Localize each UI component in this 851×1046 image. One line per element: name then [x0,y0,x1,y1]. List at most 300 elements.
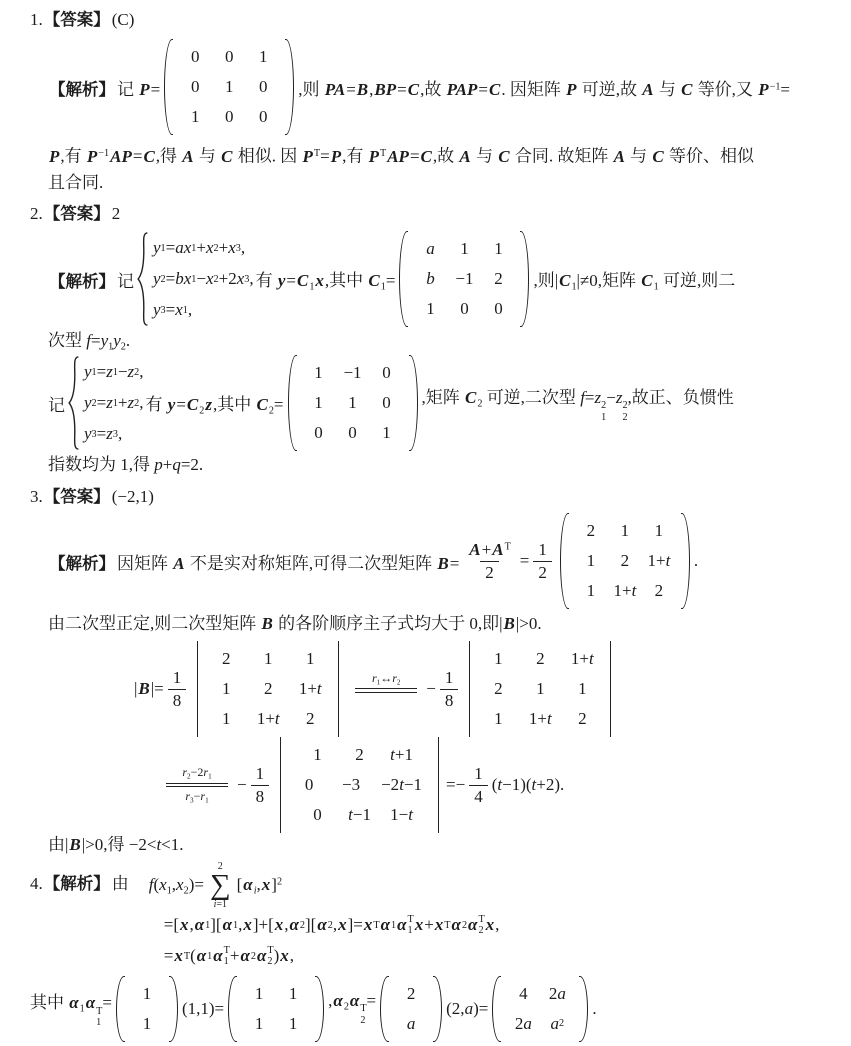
text-run: 2 [306,709,315,728]
text-run: x [175,300,183,319]
subscript: 1 [376,678,381,687]
text-run: AP [387,146,409,166]
text-run: ][ [210,915,222,935]
subscript: 1 [91,366,97,378]
bracket-label: 【答案】 [43,205,110,223]
text-run: 由 [111,874,129,893]
equals-minus [446,775,465,795]
text-run: , [328,990,333,1010]
text-run: 故 [424,79,446,99]
text-run: 则 [537,270,555,290]
subscript: 1 [166,885,172,897]
subscript: 2 [478,925,484,937]
matrix-cell [381,805,423,825]
text-run: 故正、负惯性 [631,387,734,407]
row-op-label-top [372,671,401,687]
text-run: t [399,775,404,794]
left-paren-icon [288,355,297,451]
text-run: z [594,387,602,407]
fraction-numerator: 1 [255,764,265,784]
matrix-cell [330,775,372,795]
left-paren-icon [399,231,408,327]
q3-answer-line [30,485,843,508]
text-run: , [256,875,261,895]
subscript: 1 [182,304,188,316]
fraction-numerator [463,539,516,560]
q2-line4 [48,453,843,476]
row-ops-equals [166,765,228,804]
text-run: α [243,875,253,895]
text-run: 0 [190,77,200,96]
matrix-cell [289,709,331,729]
text-run: 1 [348,393,357,412]
q4-line2 [164,910,500,941]
text-run: α [317,915,327,935]
q4-final-lead [30,988,112,1028]
text-run: AP [110,146,132,166]
bracket-label: 【解析】 [49,272,115,291]
text-run: 1. [30,10,43,29]
matrix-row [302,418,404,448]
q2-solution-row2 [48,355,843,451]
text-run: y [113,331,121,350]
q2-row2-mid [146,390,284,416]
text-run: 的各阶顺序主子式均大于 0,即 [273,614,500,633]
subscript: 2 [160,273,166,285]
text-run: r [392,670,397,685]
sigma-icon: ∑ [209,869,231,901]
text-run: 1 [314,393,323,412]
text-run: . [501,79,510,99]
sub-sup-stack [407,914,413,937]
matrix-row [506,1009,574,1039]
text-run: 1+ [528,709,548,728]
text-run: = [519,551,530,570]
text-run: t [408,805,413,824]
text-run: 0 [460,299,469,318]
text-run: 得 [160,146,182,166]
matrix-row [288,770,431,800]
text-run: ( [491,775,498,794]
text-run: 矩阵 [602,270,641,290]
fraction-denominator: 8 [251,785,270,807]
matrix-cell [302,363,336,383]
text-run: 有 [145,394,167,414]
q4-equation-column [149,862,500,972]
q1-line2 [48,142,843,165]
text-run: y [100,331,109,350]
subscript: 1 [191,242,197,254]
superscript: T [223,944,230,956]
text-run: 指数均为 1,得 [48,455,155,474]
text-run: 0 [190,47,200,66]
matrix-cell [413,269,447,289]
superscript: 2 [601,400,607,412]
text-run: x [280,946,289,966]
text-run: = [286,270,296,290]
text-run: PA [324,79,346,99]
text-run: 因矩阵 [117,553,173,573]
matrix-cell [246,47,280,67]
text-run: , [627,387,632,407]
text-run: + [117,393,128,412]
text-run: f [148,875,154,895]
subscript: 1 [601,411,607,423]
text-run: (C) [111,10,135,29]
text-run: A [173,553,185,573]
text-run: , [332,915,338,935]
text-run: α [380,915,390,935]
text-run: α [256,946,267,966]
right-paren-icon [681,513,690,609]
text-run: 2 [586,521,596,540]
text-run: <1. [161,835,184,854]
text-run: = [449,553,460,573]
subscript: 2 [183,885,189,897]
text-run: +2). [536,775,565,794]
text-run: 0 [382,393,391,412]
subscript: 1 [79,1003,85,1015]
text-run: x [228,238,236,257]
text-run: 0 [348,423,357,442]
matrix-cell [246,77,280,97]
text-run: , [240,238,246,257]
matrix-cell [413,239,447,259]
text-run: 其中 [30,993,69,1013]
text-run: , [324,270,330,290]
text-run: , [139,393,144,412]
matrix-C2 [288,355,418,451]
text-run: B [138,679,150,698]
bracket-label: 【解析】 [43,875,110,893]
text-run: 2 [494,679,503,698]
subscript: 2 [134,397,140,409]
subscript: 3 [160,304,166,316]
subscript: 3 [91,428,97,440]
superscript: 2 [622,400,628,412]
text-run: 0 [313,805,322,824]
matrix-cell [178,47,212,67]
text-run: p [154,455,163,474]
text-run: t [589,649,594,668]
text-run: B [503,614,515,633]
text-run: 可逆,故 [577,79,642,99]
text-run: 1 [254,1013,264,1033]
text-run: + [424,915,434,935]
q3-line2 [48,612,843,635]
text-run: t [531,775,537,794]
text-run: y [84,424,92,443]
matrix-cell [289,679,331,699]
text-run: y [153,269,161,288]
text-run: 与 [625,146,652,166]
text-run: x [363,915,373,935]
question-3 [30,485,843,856]
matrix-cell [394,1014,428,1034]
matrix-cell [288,775,330,795]
text-run: 0 [494,299,503,318]
subscript: 1 [380,281,386,293]
subscript: 2 [343,1001,349,1013]
text-run: r [371,670,377,685]
matrix-row [302,358,404,388]
text-run: = [397,79,407,99]
text-run: , [421,387,426,407]
matrix-cell [413,299,447,319]
text-run: α [85,993,96,1013]
matrix-cell [242,984,276,1004]
text-run: C [681,79,693,99]
text-run: C [489,79,501,99]
text-run: C [641,270,653,290]
matrix-cell [477,679,519,699]
subscript: 1 [223,956,229,968]
text-run: C [186,394,199,414]
text-run: t [547,709,552,728]
text-run: , [212,394,218,414]
matrix-cell [506,984,540,1004]
subscript: 1 [207,950,213,962]
text-run: t [316,679,322,698]
text-run: 与 [654,79,681,99]
text-run: C [652,146,664,166]
superscript: T [183,950,191,962]
text-run: = [780,79,791,99]
q4-fx-lhs [149,875,204,896]
matrix-cell [247,679,289,699]
superscript: T [373,919,380,931]
fraction-one-half [533,539,552,583]
text-run: 2 [536,649,545,668]
text-run: |>0. [515,614,542,633]
text-run: y [84,362,92,381]
fraction-denominator: 8 [168,689,187,711]
left-paren-icon [164,39,173,135]
matrix-row [477,674,603,704]
text-run: | [134,679,138,698]
q2-row1-tail [533,266,735,292]
superscript [559,1018,564,1029]
system-2-lines [84,357,144,450]
text-run: −2 [190,765,204,780]
q2-row2-lead [48,391,65,416]
matrix-grid [390,976,432,1042]
matrix-row [242,1009,310,1039]
q3-line3 [48,833,843,856]
text-run: , [533,270,538,290]
text-run: , [139,362,144,381]
text-run: 其中 [329,270,368,290]
superscript: T [478,913,485,925]
text-run: + [196,238,206,257]
text-run: 1 [142,1013,152,1033]
text-run: = [273,394,284,414]
fraction-one-eighth [440,667,459,711]
subscript: 2 [268,405,274,417]
q4-sum-term [237,875,282,896]
text-run: = [90,331,101,350]
text-run: , [369,79,374,99]
matrix-cell [519,649,561,669]
text-run: y [84,393,92,412]
text-run: = [132,146,143,166]
q4-line1 [149,862,500,910]
period [694,551,698,571]
left-brace-icon [67,356,80,450]
q1-solution-tail [298,75,790,100]
bracket-label: 【答案】 [43,488,110,506]
matrix-a2a2T [492,976,588,1042]
text-run: C [420,146,432,166]
text-run: 1 [382,423,391,442]
subscript: 1 [160,242,166,254]
fraction-one-eighth [168,667,187,711]
text-run: PAP [446,79,478,99]
matrix-cell [608,521,642,541]
text-run: 有 [255,270,277,290]
vector-alpha2 [380,976,442,1042]
text-run: 2 [548,983,558,1003]
subscript: 2 [327,919,333,931]
matrix-cell [540,984,574,1004]
matrix-row [130,979,164,1009]
q3-answer-text [30,487,154,506]
subscript: 1 [407,925,413,937]
text-run: A [642,79,654,99]
text-run: ) [273,946,280,966]
text-run: 4. [30,874,43,893]
text-run: 4 [519,983,528,1003]
text-run: i [213,898,217,910]
matrix-cell [506,1014,540,1034]
text-run: 2 [406,983,416,1003]
text-run: P [49,146,60,166]
subscript: 2 [120,341,126,353]
fraction-denominator [480,561,499,583]
text-run: 得 −2< [107,835,157,854]
matrix-cell [642,551,676,571]
matrix-grid [473,641,607,737]
q4-final-mid [328,991,376,1026]
text-run: 合同. 故矩阵 [510,146,613,166]
text-run: )= [188,875,204,895]
subscript: 3 [112,428,118,440]
q4-rowvec2 [446,999,488,1019]
right-paren-icon [520,231,529,327]
text-run: C [368,270,380,290]
text-run: 1 [536,679,545,698]
text-run: b [426,269,435,288]
text-run: a [523,1013,532,1033]
matrix-P [164,39,294,135]
subscript: 2 [134,366,140,378]
text-run: ( [190,946,196,966]
q4-lead [30,862,129,906]
matrix-row [205,674,331,704]
equation-line [84,419,144,450]
text-run: x [338,915,347,935]
matrix-row [178,72,280,102]
text-run: 1− [390,805,409,824]
subscript: 1 [653,281,659,293]
text-run: t [274,709,280,728]
sum-lower-limit [214,900,227,910]
sub-sup-stack [478,914,484,937]
text-run: α [240,946,250,966]
fraction-denominator: 2 [533,561,552,583]
text-run: 3. [30,487,43,506]
text-run: 1 [264,649,273,668]
text-run: 1+ [647,551,666,570]
text-run: |>0, [81,835,108,854]
text-run: −2 [381,775,400,794]
text-run: a [557,983,566,1003]
det-bar-icon [338,641,339,737]
det-bar-icon [280,737,281,833]
detB-lead [134,679,164,699]
q2-answer-text [30,204,120,223]
text-run: x [236,269,245,288]
right-paren-icon [433,976,442,1042]
text-run: 2 [264,679,273,698]
matrix-grid [238,976,314,1042]
text-run: , [238,915,243,935]
text-run: − [193,788,201,803]
subscript: 2 [461,919,468,931]
text-run: ↔ [380,670,393,685]
matrix-cell [519,709,561,729]
matrix-grid [502,976,578,1042]
text-run: ]+[ [252,915,274,935]
matrix-cell [246,107,280,127]
matrix-cell [561,649,603,669]
left-paren-icon [228,976,237,1042]
text-run: 2 [485,562,494,582]
text-run: 2 [222,649,231,668]
text-run: 1 [190,107,200,126]
text-run: , [495,915,500,935]
matrix-cell [447,239,481,259]
matrix-cell [242,1014,276,1034]
text-run: 故 [437,146,459,166]
fraction-numerator: 1 [538,540,547,560]
text-run: 1 [586,581,596,600]
text-run: − [117,362,128,381]
text-run: + [229,946,240,966]
matrix-cell [205,709,247,729]
determinant-3 [277,737,442,833]
matrix-row [413,234,515,264]
text-run: α [222,915,232,935]
text-run: , [117,424,123,443]
text-run: − [237,775,247,794]
text-run: C [143,146,155,166]
text-run: 有 [64,146,86,166]
system-1-lines [153,233,254,326]
text-run: 2 [578,709,587,728]
text-run: (1,1)= [181,998,225,1018]
text-run: +1 [394,745,413,764]
text-run: =1 [216,898,227,910]
text-run: , [289,946,295,966]
text-run: 1+ [613,581,632,600]
text-run: C [465,387,477,407]
text-run: x [176,875,184,895]
text-run: 0 [258,107,268,126]
text-run: f [86,331,91,350]
question-1 [30,8,843,194]
text-run: = [478,79,489,99]
